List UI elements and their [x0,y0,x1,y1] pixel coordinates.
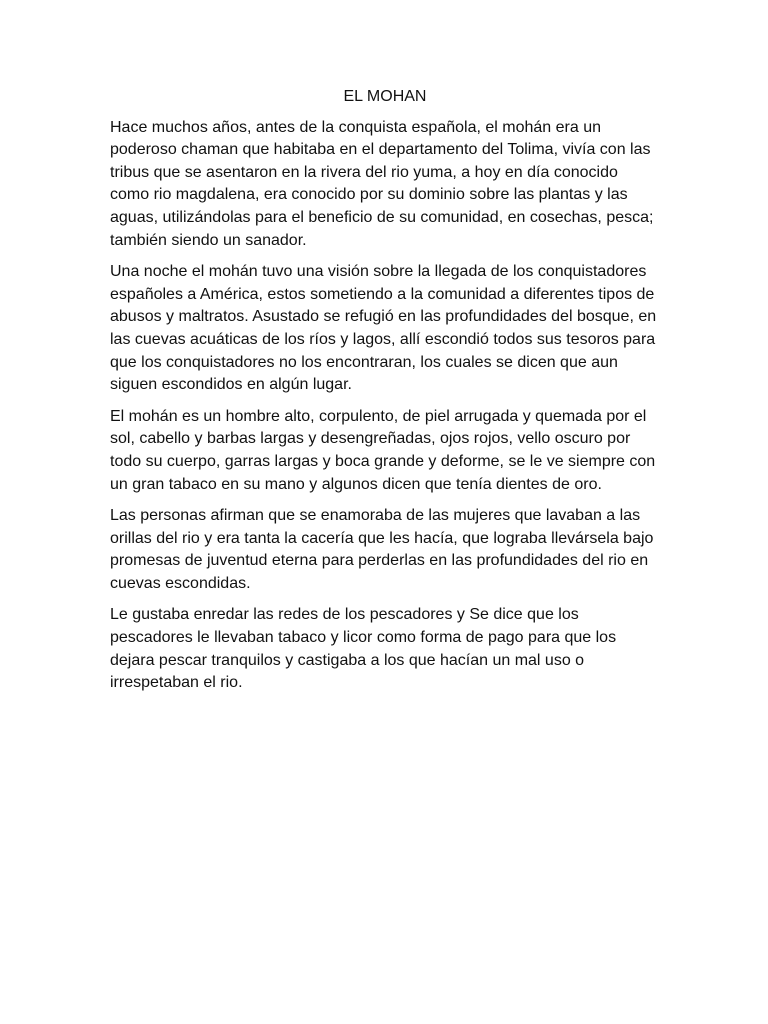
document-title: EL MOHAN [343,88,427,105]
paragraph-women: Las personas afirman que se enamoraba de las mujeres que lavaban a las orillas del rio y era tanta la cacería que les hacía, que lograba llevársela bajo promesas de juventud eterna para perderlas en las profundidades del rio en cuevas escondidas. [110,507,654,592]
paragraph-appearance: El mohán es un hombre alto, corpulento, de piel arrugada y quemada por el sol, cabello y barbas largas y desengreñadas, ojos rojos, vello oscuro por todo su cuerpo, garras largas y boca grande y deforme, se le ve siempre con un gran tabaco en su mano y algunos dicen que tenía dientes de oro. [110,407,656,493]
paragraph-vision: Una noche el mohán tuvo una visión sobre la llegada de los conquistadores españoles a América, estos sometiendo a la comunidad a diferentes tipos de abusos y maltratos. Asustado se refugió en las profundidades del bosque, en las cuevas acuáticas de los ríos y lagos, allí escondió todos sus tesoros para que los conquistadores no los encontraran, los cuales se dicen que aun siguen escondidos en algún lugar. [110,263,657,394]
document-body [110,86,660,704]
paragraph-fishermen: Le gustaba enredar las redes de los pescadores y Se dice que los pescadores le llevaban tabaco y licor como forma de pago para que los dejara pescar tranquilos y castigaba a los que hacían un mal uso o irrespetaban el rio. [110,606,617,692]
paragraph-origin: Hace muchos años, antes de la conquista española, el mohán era un poderoso chaman que habitaba en el departamento del Tolima, vivía con las tribus que se asentaron en la rivera del rio yuma, a hoy en día conocido como rio magdalena, era conocido por su dominio sobre las plantas y las aguas, utilizándolas para el beneficio de su comunidad, en cosechas, pesca; también siendo un sanador. [110,118,654,249]
